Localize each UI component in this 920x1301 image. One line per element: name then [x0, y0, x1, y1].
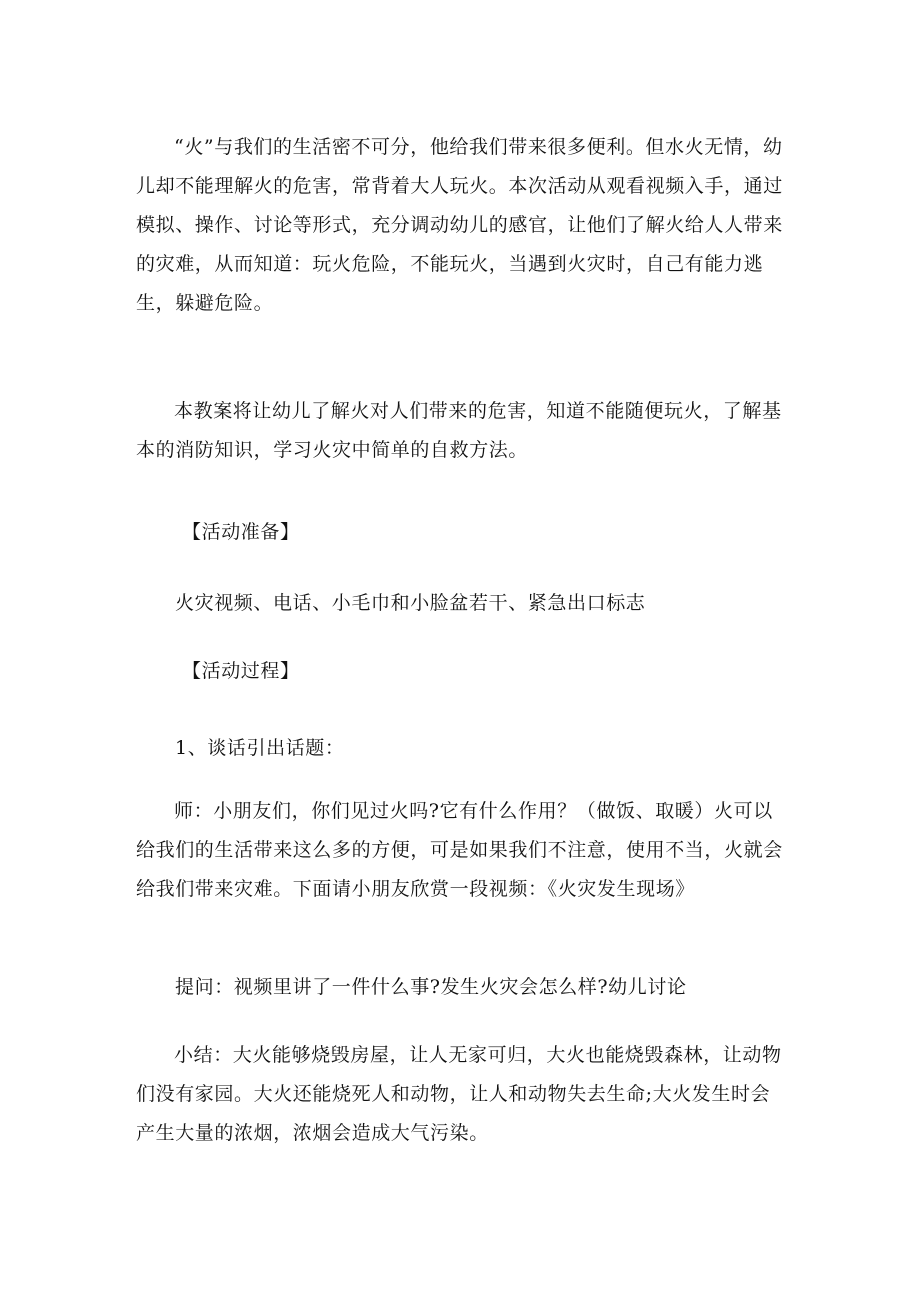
step1-title: 1、谈话引出话题：	[175, 737, 345, 759]
intro-paragraph: “火”与我们的生活密不可分，他给我们带来很多便利。但水火无情，幼儿却不能理解火的危害，常背着大人玩火。本次活动从观看视频入手，通过模拟、操作、讨论等形式，充分调动幼儿的感官，让他们了解火给人人带来的灾难，从而知道：玩火危险，不能玩火，当遇到火灾时，自己有能力逃生，躲避危险。	[136, 136, 783, 314]
preparation-heading: 【活动准备】	[182, 521, 300, 543]
question-line: 提问：视频里讲了一件什么事?发生火灾会怎么样?幼儿讨论	[175, 976, 687, 998]
preparation-materials: 火灾视频、电话、小毛巾和小脸盆若干、紧急出口标志	[175, 592, 646, 614]
goal-paragraph: 本教案将让幼儿了解火对人们带来的危害，知道不能随便玩火，了解基本的消防知识，学习火灾中简单的自救方法。	[136, 400, 782, 461]
process-heading: 【活动过程】	[182, 660, 300, 682]
summary-paragraph: 小结：大火能够烧毁房屋，让人无家可归，大火也能烧毁森林，让动物们没有家园。大火还能烧死人和动物，让人和动物失去生命;大火发生时会产生大量的浓烟，浓烟会造成大气污染。	[136, 1044, 782, 1144]
teacher-paragraph: 师：小朋友们，你们见过火吗?它有什么作用？（做饭、取暖）火可以给我们的生活带来这么多的方便，可是如果我们不注意，使用不当，火就会给我们带来灾难。下面请小朋友欣赏一段视频：《火灾发生现场》	[136, 800, 783, 900]
